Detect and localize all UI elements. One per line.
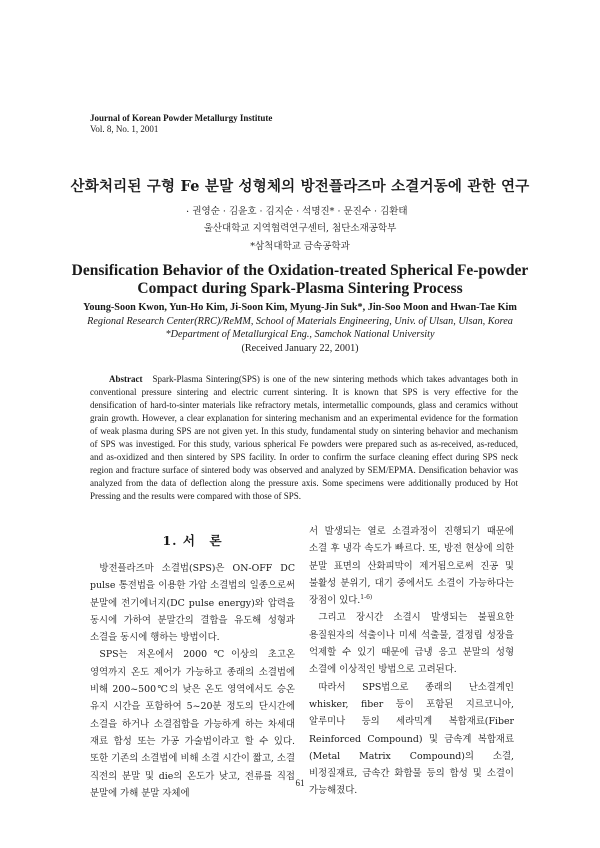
english-affiliation-2: *Department of Metallurgical Eng., Samchok National University (165, 329, 435, 340)
english-author-block (0, 301, 600, 355)
english-author-names: Young-Soon Kwon, Yun-Ho Kim, Ji-Soon Kim, Myung-Jin Suk*, Jin-Soo Moon and Hwan-Tae Kim (83, 302, 517, 313)
paragraph: SPS는 저온에서 2000℃이상의 초고온 영역까지 온도 제어가 가능하고 종래의 소결법에 비해 200~500℃의 낮은 온도 영역에서도 승온 유지 시간을 포함하여 5~20분 정도의 단시간에 소결을 하거나 소결접합을 가능하게 하는 차세대 재료 합성 또는 가공 가술법이라고 할 수 있다. 또한 기존의 소결법에 비해 소결 시간이 짧고, 소결 직전의 분말 및 die의 온도가 낮고, 전류를 직접 분말에 가해 분말 자체에 (90, 649, 295, 799)
korean-author-block (0, 205, 600, 259)
english-affiliation-1: Regional Research Center(RRC)/ReMM, School of Materials Engineering, Univ. of Ulsan, Ulsan, Korea (87, 315, 513, 327)
section-heading: 1. 서 론 (162, 533, 223, 548)
page-number: 61 (295, 778, 305, 788)
paragraph: 방전플라즈마 소결법(SPS)은 ON-OFF DC pulse 통전법을 이용한 가압 소결법의 일종으로써 분말에 전기에너지(DC pulse energy)와 압력을 동시에 가하여 분말간의 결합을 유도해 성형과 소결을 동시에 행하는 방법이다. (90, 563, 295, 644)
abstract-label: Abstract (109, 374, 143, 384)
journal-header (90, 113, 272, 135)
journal-name: Journal of Korean Powder Metallurgy Institute (90, 113, 273, 123)
korean-affiliation-2: *삼척대학교 금속공학과 (250, 241, 350, 252)
right-column (309, 523, 514, 800)
english-title-line-1: Densification Behavior of the Oxidation-treated Spherical Fe-powder (71, 262, 529, 279)
reference-superscript: 1-6) (360, 594, 373, 602)
received-date: (Received January 22, 2001) (241, 342, 359, 354)
paragraph: 그리고 장시간 소결시 발생되는 불필요한 용질원자의 석출이나 미세 석출물, 결정립 성장을 억제할 수 있기 때문에 급냉 응고 분말의 성형 소결에 이상적인 방법으로 고려된다. (309, 612, 514, 676)
korean-author-names: 권영순 · 김윤호 · 김지순 · 석명진* · 문진수 · 김환태 (192, 206, 408, 217)
abstract-text: Spark-Plasma Sintering(SPS) is one of the new sintering methods which takes advantages both in conventional pressure sintering and electric current sintering. It is known that SPS is very effective for the densification of hard-to-sinter materials like refractory metals, intermetallic compounds, glass and ceramics without grain growth. However, a clear explanation for sintering mechanism and an experimental evidence for the formation of weak plasma during SPS are not given yet. In this study, fundamental study on sintering behavior and mechanism of SPS was investiged. For this study, various spherical Fe powders were prepared such as as-received, as-reduced, and as-oxidized and then sintered by SPS facility. In order to confirm the surface cleaning effect during SPS neck region and fracture surface of sintered body was observed and analyzed by SEM/EPMA. Densification behavior was analyzed from the data of deflection along the pressure axis. Some specimens were additionally produced by Hot Pressing and the results were compared with those of SPS. (90, 374, 519, 502)
paragraph: 따라서 SPS법으로 종래의 난소결계인 whisker, fiber 등이 포함된 지르코니아, 알루미나 등의 세라믹계 복합재료(Fiber Reinforced Compound) 및 금속계 복합재료(Metal Matrix Compound)의 소결, 비정질재료, 금속간 화합물 등의 합성 및 소결이 가능해졌다. (309, 681, 514, 797)
korean-affiliation-1: 울산대학교 지역협력연구센터, 첨단소재공학부 (203, 223, 397, 234)
abstract (90, 373, 518, 503)
paragraph-text: 서 발생되는 열로 소결과정이 진행되기 때문에 소결 후 냉각 속도가 빠르다. 또, 방전 현상에 의한 분말 표면의 산화피막이 제거됨으로써 진공 및 불활성 분위기, 대기 중에서도 소결이 가능하다는 장점이 있다. (309, 526, 514, 607)
left-column (90, 560, 295, 802)
english-title-line-2: Compact during Spark-Plasma Sintering Process (137, 280, 463, 297)
english-title (0, 262, 600, 298)
paragraph (309, 523, 514, 609)
decorative-dot: · (186, 207, 190, 218)
korean-title: 산화처리된 구형 Fe 분말 성형체의 방전플라즈마 소결거동에 관한 연구 (70, 178, 530, 195)
journal-volume: Vol. 8, No. 1, 2001 (90, 124, 159, 134)
